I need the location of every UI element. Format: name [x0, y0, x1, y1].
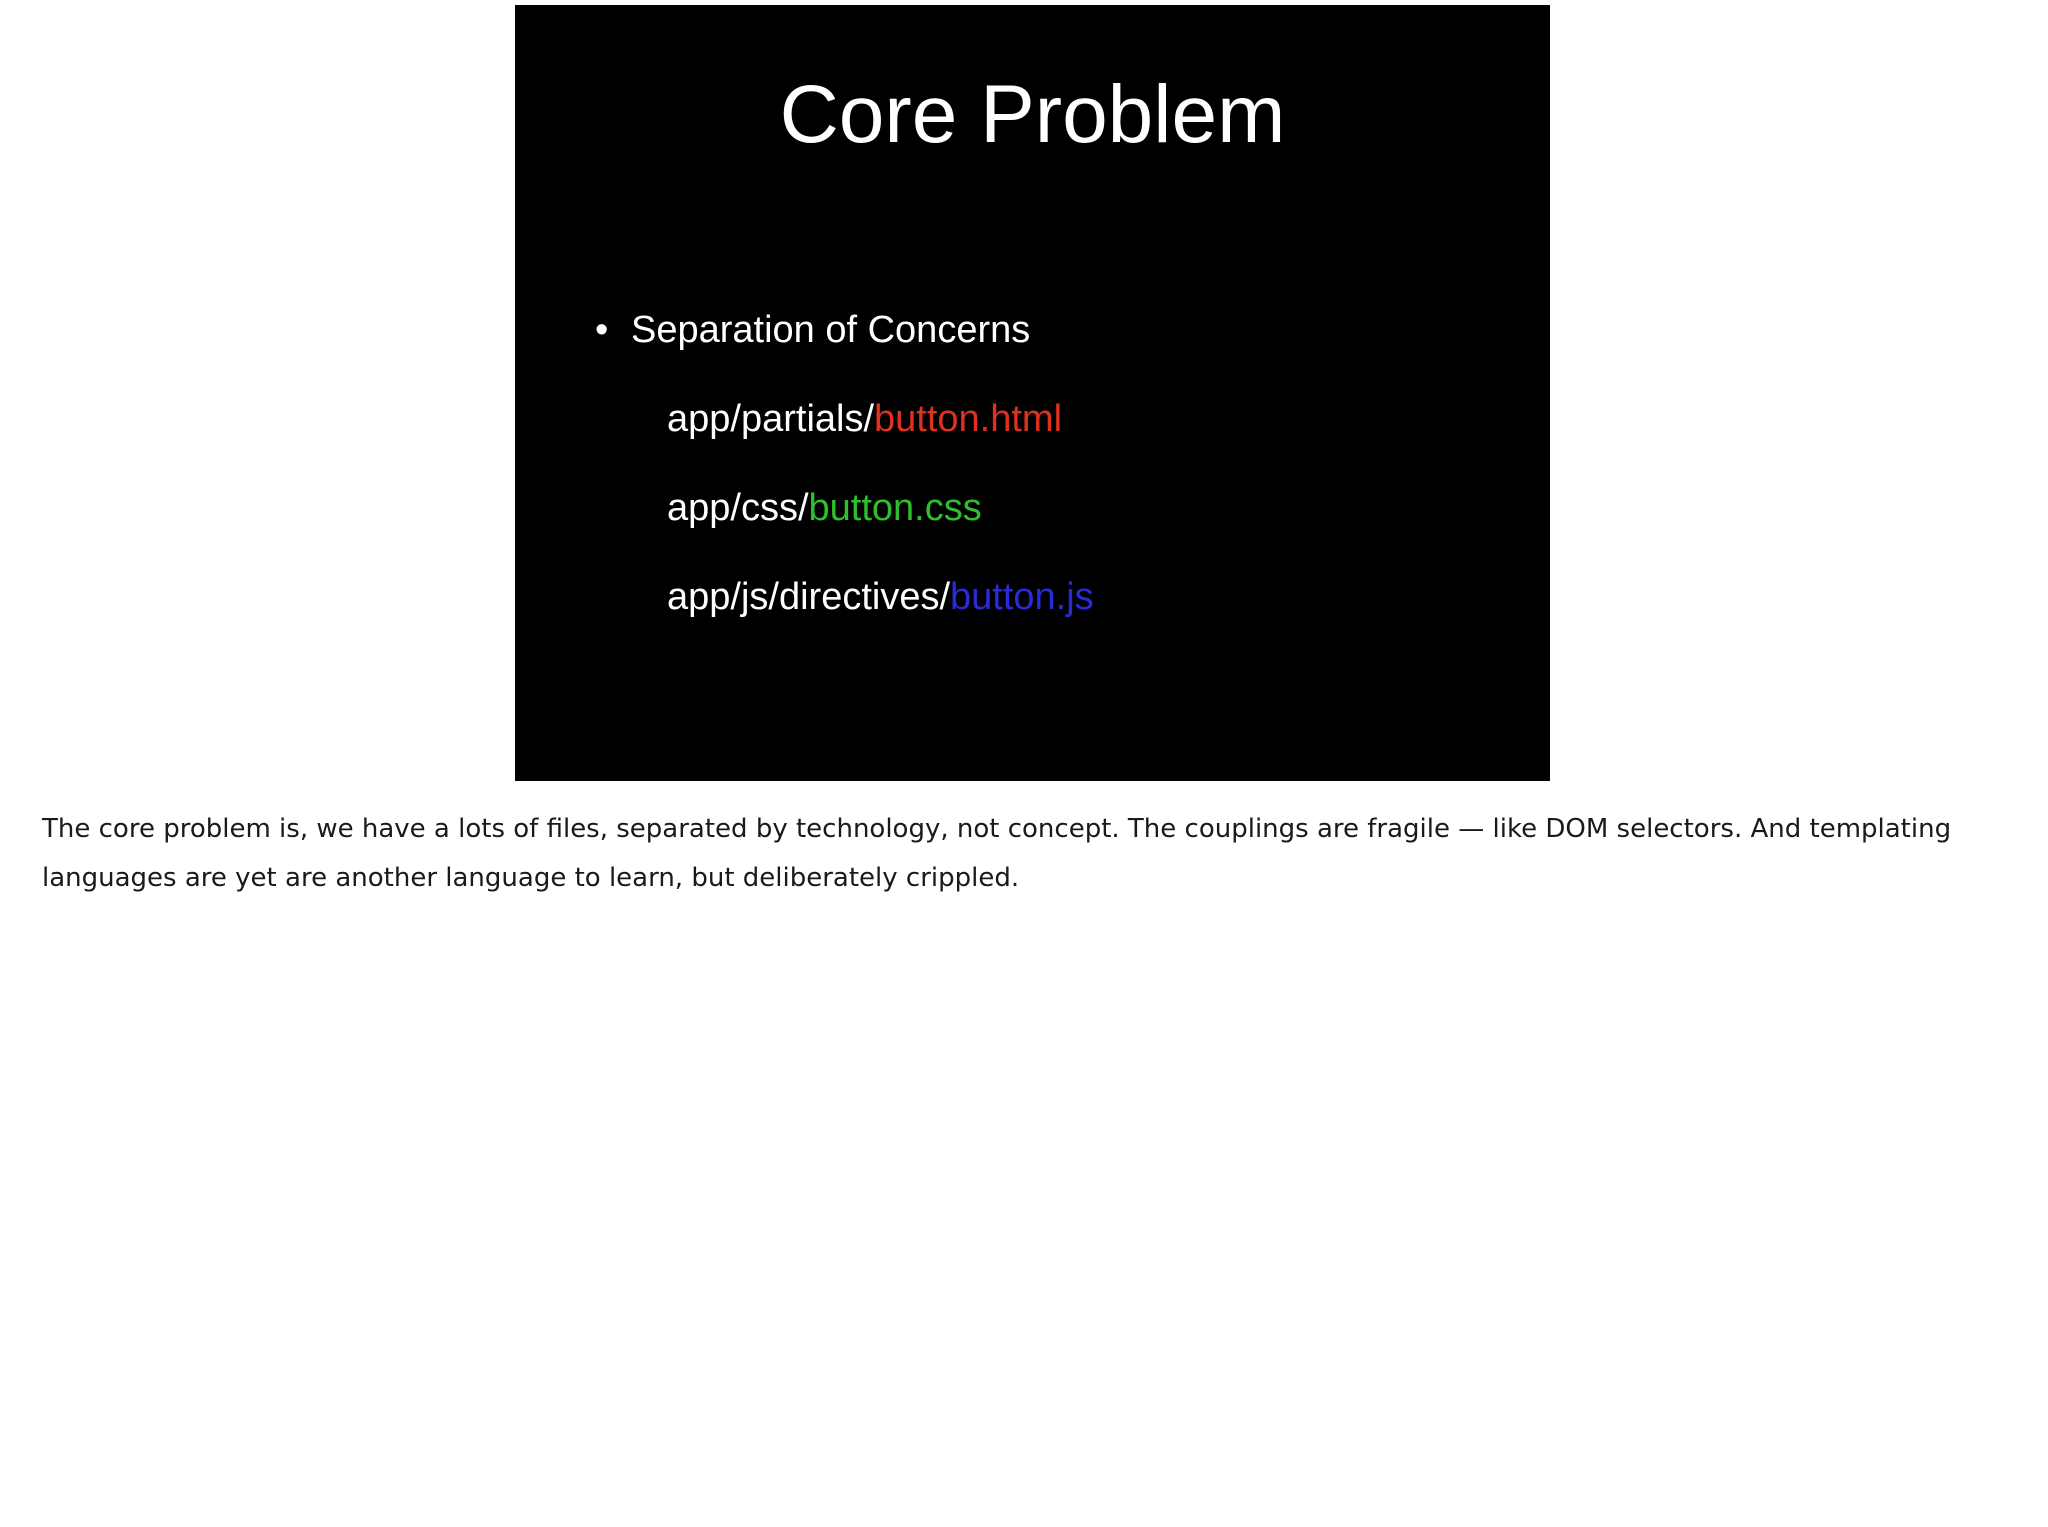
path-file-css: button.css — [808, 487, 982, 529]
path-prefix: app/js/directives/ — [667, 576, 951, 618]
slide — [515, 5, 1550, 781]
path-line-js — [667, 572, 1094, 622]
path-file-html: button.html — [874, 398, 1063, 440]
speaker-notes: The core problem is, we have a lots of files, separated by technology, not concept. The couplings are fragile — like DOM selectors. And templating languages are yet are another language to learn, but deliberately crippled. — [42, 814, 1952, 893]
path-line-html — [667, 394, 1062, 444]
bullet-item — [595, 305, 1030, 355]
bullet-text: Separation of Concerns — [631, 309, 1031, 351]
slide-title: Core Problem — [779, 69, 1286, 160]
path-prefix: app/css/ — [667, 487, 809, 529]
path-file-js: button.js — [950, 576, 1094, 618]
path-line-css — [667, 483, 982, 533]
path-prefix: app/partials/ — [667, 398, 875, 440]
bullet-marker: • — [595, 309, 609, 351]
